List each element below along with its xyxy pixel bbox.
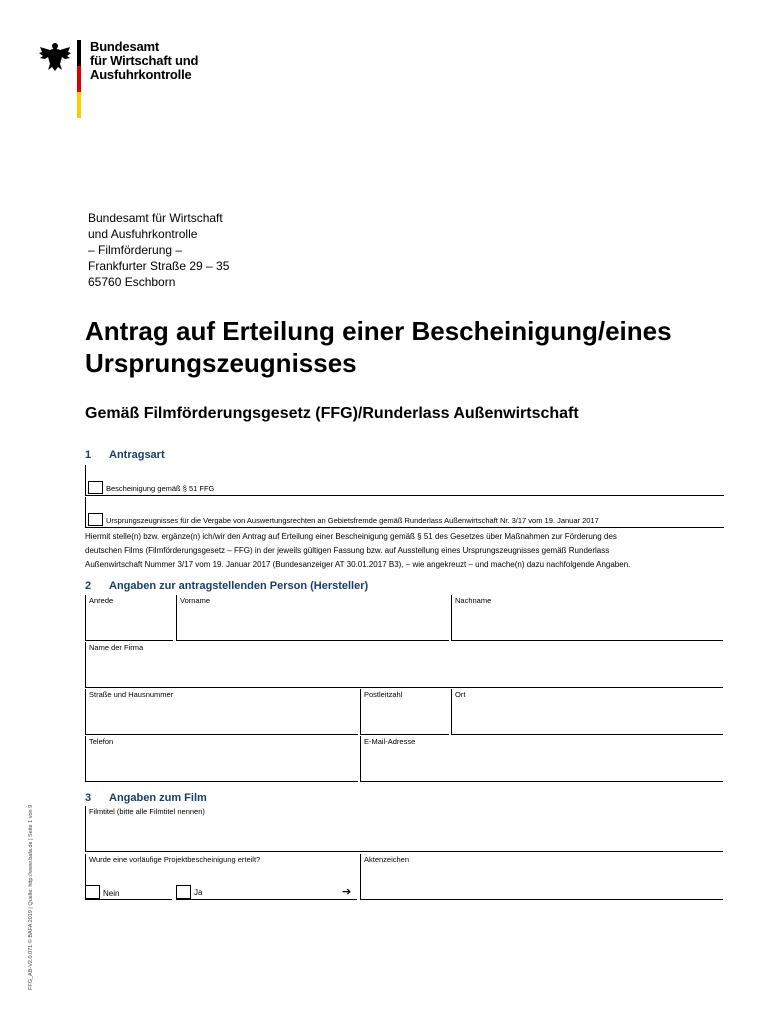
vorname-field[interactable]: Vorname [176, 595, 449, 641]
declaration-text: Hiermit stelle(n) bzw. ergänze(n) ich/wir den Antrag auf Erteilung einer Bescheinigung gemäß § 51 des Gesetzes über Maßnahmen zur Förderung des deutschen Films (Filmförderungsgesetz – FFG) in der jeweils gültigen Fassung bzw. auf Ausstellung eines Ursprungszeugnisses gemäß Runderlass Außenwirtschaft Nummer 3/17 vom 19. Januar 2017 (Bundesanzeiger AT 30.01.2017 B3), – wie angekreuzt – und mache(n) dazu nachfolgende Angaben. [85, 532, 631, 569]
nein-label: Nein [103, 889, 120, 898]
plz-field[interactable]: Postleitzahl [360, 689, 449, 735]
email-field[interactable]: E-Mail-Adresse [360, 736, 723, 782]
page-title: Antrag auf Erteilung einer Bescheinigung/eines Ursprungszeugnisses [85, 316, 672, 378]
nachname-field[interactable]: Nachname [451, 595, 723, 641]
telefon-field[interactable]: Telefon [85, 736, 358, 782]
strasse-field[interactable]: Straße und Hausnummer [85, 689, 358, 735]
section-3-heading: 3 Angaben zum Film [85, 792, 207, 804]
projekt-question-block: Wurde eine vorläufige Projektbescheinigung erteilt? [85, 854, 358, 900]
recipient-address: Bundesamt für Wirtschaft und Ausfuhrkontrolle – Filmförderung – Frankfurter Straße 29 – 35 65760 Eschborn [88, 211, 230, 289]
option-ursprungszeugnis-row[interactable] [85, 497, 724, 528]
section-2-heading: 2 Angaben zur antragstellenden Person (Hersteller) [85, 580, 369, 592]
flag-stripe [77, 40, 81, 118]
ort-field[interactable]: Ort [451, 689, 723, 735]
org-name: Bundesamt für Wirtschaft und Ausfuhrkontrolle [90, 39, 199, 82]
ursprungszeugnis-checkbox[interactable] [88, 513, 103, 526]
form-id-note: FFG_AB-V2.0.071 © BAFA 2019 | Quelle: http://www.bafa.de | Seite 1 von 9 [28, 804, 34, 990]
bescheinigung-label: Bescheinigung gemäß § 51 FFG [106, 484, 215, 493]
filmtitel-field[interactable]: Filmtitel (bitte alle Filmtitel nennen) [85, 806, 723, 852]
anrede-field[interactable]: Anrede [85, 595, 173, 641]
nein-option[interactable] [85, 885, 172, 900]
section-1-heading: 1 Antragsart [85, 449, 165, 461]
ursprungszeugnis-label: Ursprungszeugnisses für die Vergabe von Auswertungsrechten an Gebietsfremde gemäß Runderlass Außenwirtschaft Nr. 3/17 vom 19. Januar 2017 [106, 516, 599, 525]
bescheinigung-checkbox[interactable] [88, 481, 103, 494]
arrow-right-icon: ➔ [342, 885, 352, 898]
option-bescheinigung-row[interactable] [85, 465, 724, 496]
ja-option[interactable] [176, 885, 357, 900]
federal-eagle-icon [38, 40, 72, 74]
ja-label: Ja [194, 888, 203, 897]
page-subtitle: Gemäß Filmförderungsgesetz (FFG)/Runderlass Außenwirtschaft [85, 405, 579, 422]
firma-field[interactable]: Name der Firma [85, 642, 723, 688]
nein-checkbox[interactable] [85, 885, 100, 899]
ja-checkbox[interactable] [176, 885, 191, 899]
aktenzeichen-field[interactable]: Aktenzeichen [360, 854, 723, 900]
